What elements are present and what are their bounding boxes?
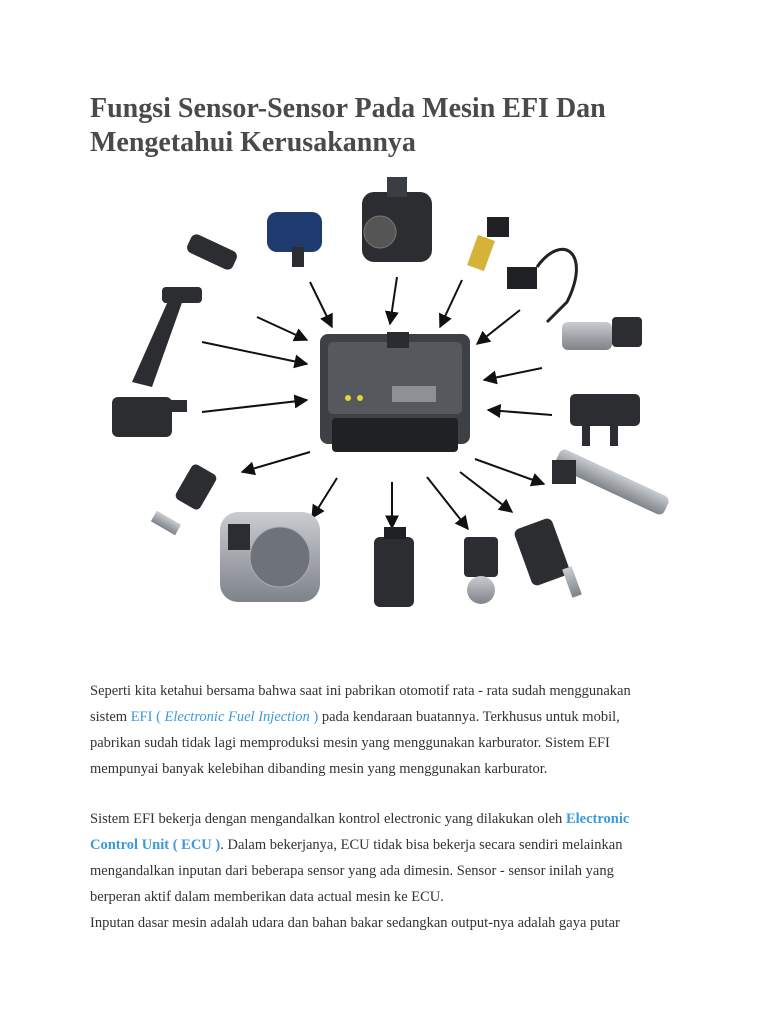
paragraph-ecu-text-1: Sistem EFI bekerja dengan mengandalkan kontrol electronic yang dilakukan oleh [90, 811, 566, 827]
paragraph-input-text: Inputan dasar mesin adalah udara dan bahan bakar sedangkan output-nya adalah gaya putar [90, 915, 620, 931]
paragraph-intro [90, 678, 665, 782]
ecu-unit-icon [320, 332, 470, 452]
efi-link-italic: Electronic Fuel Injection [164, 709, 310, 725]
paragraph-intro-text-1: Seperti kita ketahui bersama bahwa saat ini pabrikan otomotif rata - rata sudah menggunakan sistem [90, 683, 631, 725]
ecu-link[interactable]: Electronic Control Unit ( ECU ) [90, 811, 630, 853]
paragraph-ecu [90, 806, 665, 936]
ecu-sensor-figure [92, 172, 682, 632]
ecu-sensor-diagram-icon [92, 172, 682, 632]
page-title: Fungsi Sensor-Sensor Pada Mesin EFI Dan Mengetahui Kerusakannya [90, 93, 606, 158]
efi-link[interactable]: EFI ( Electronic Fuel Injection ) [130, 709, 319, 725]
paragraph-ecu-text-2: . Dalam bekerjanya, ECU tidak bisa bekerja secara sendiri melainkan mengandalkan inputan dari beberapa sensor yang ada dimesin. Sensor - sensor inilah yang berperan aktif dalam memberikan data actual mesin ke ECU. [90, 837, 623, 905]
paragraph-intro-text-2: pada kendaraan buatannya. Terkhusus untuk mobil, pabrikan sudah tidak lagi memproduksi mesin yang menggunakan karburator. Sistem EFI mempunyai banyak kelebihan dibanding mesin yang menggunakan karburator. [90, 709, 620, 777]
